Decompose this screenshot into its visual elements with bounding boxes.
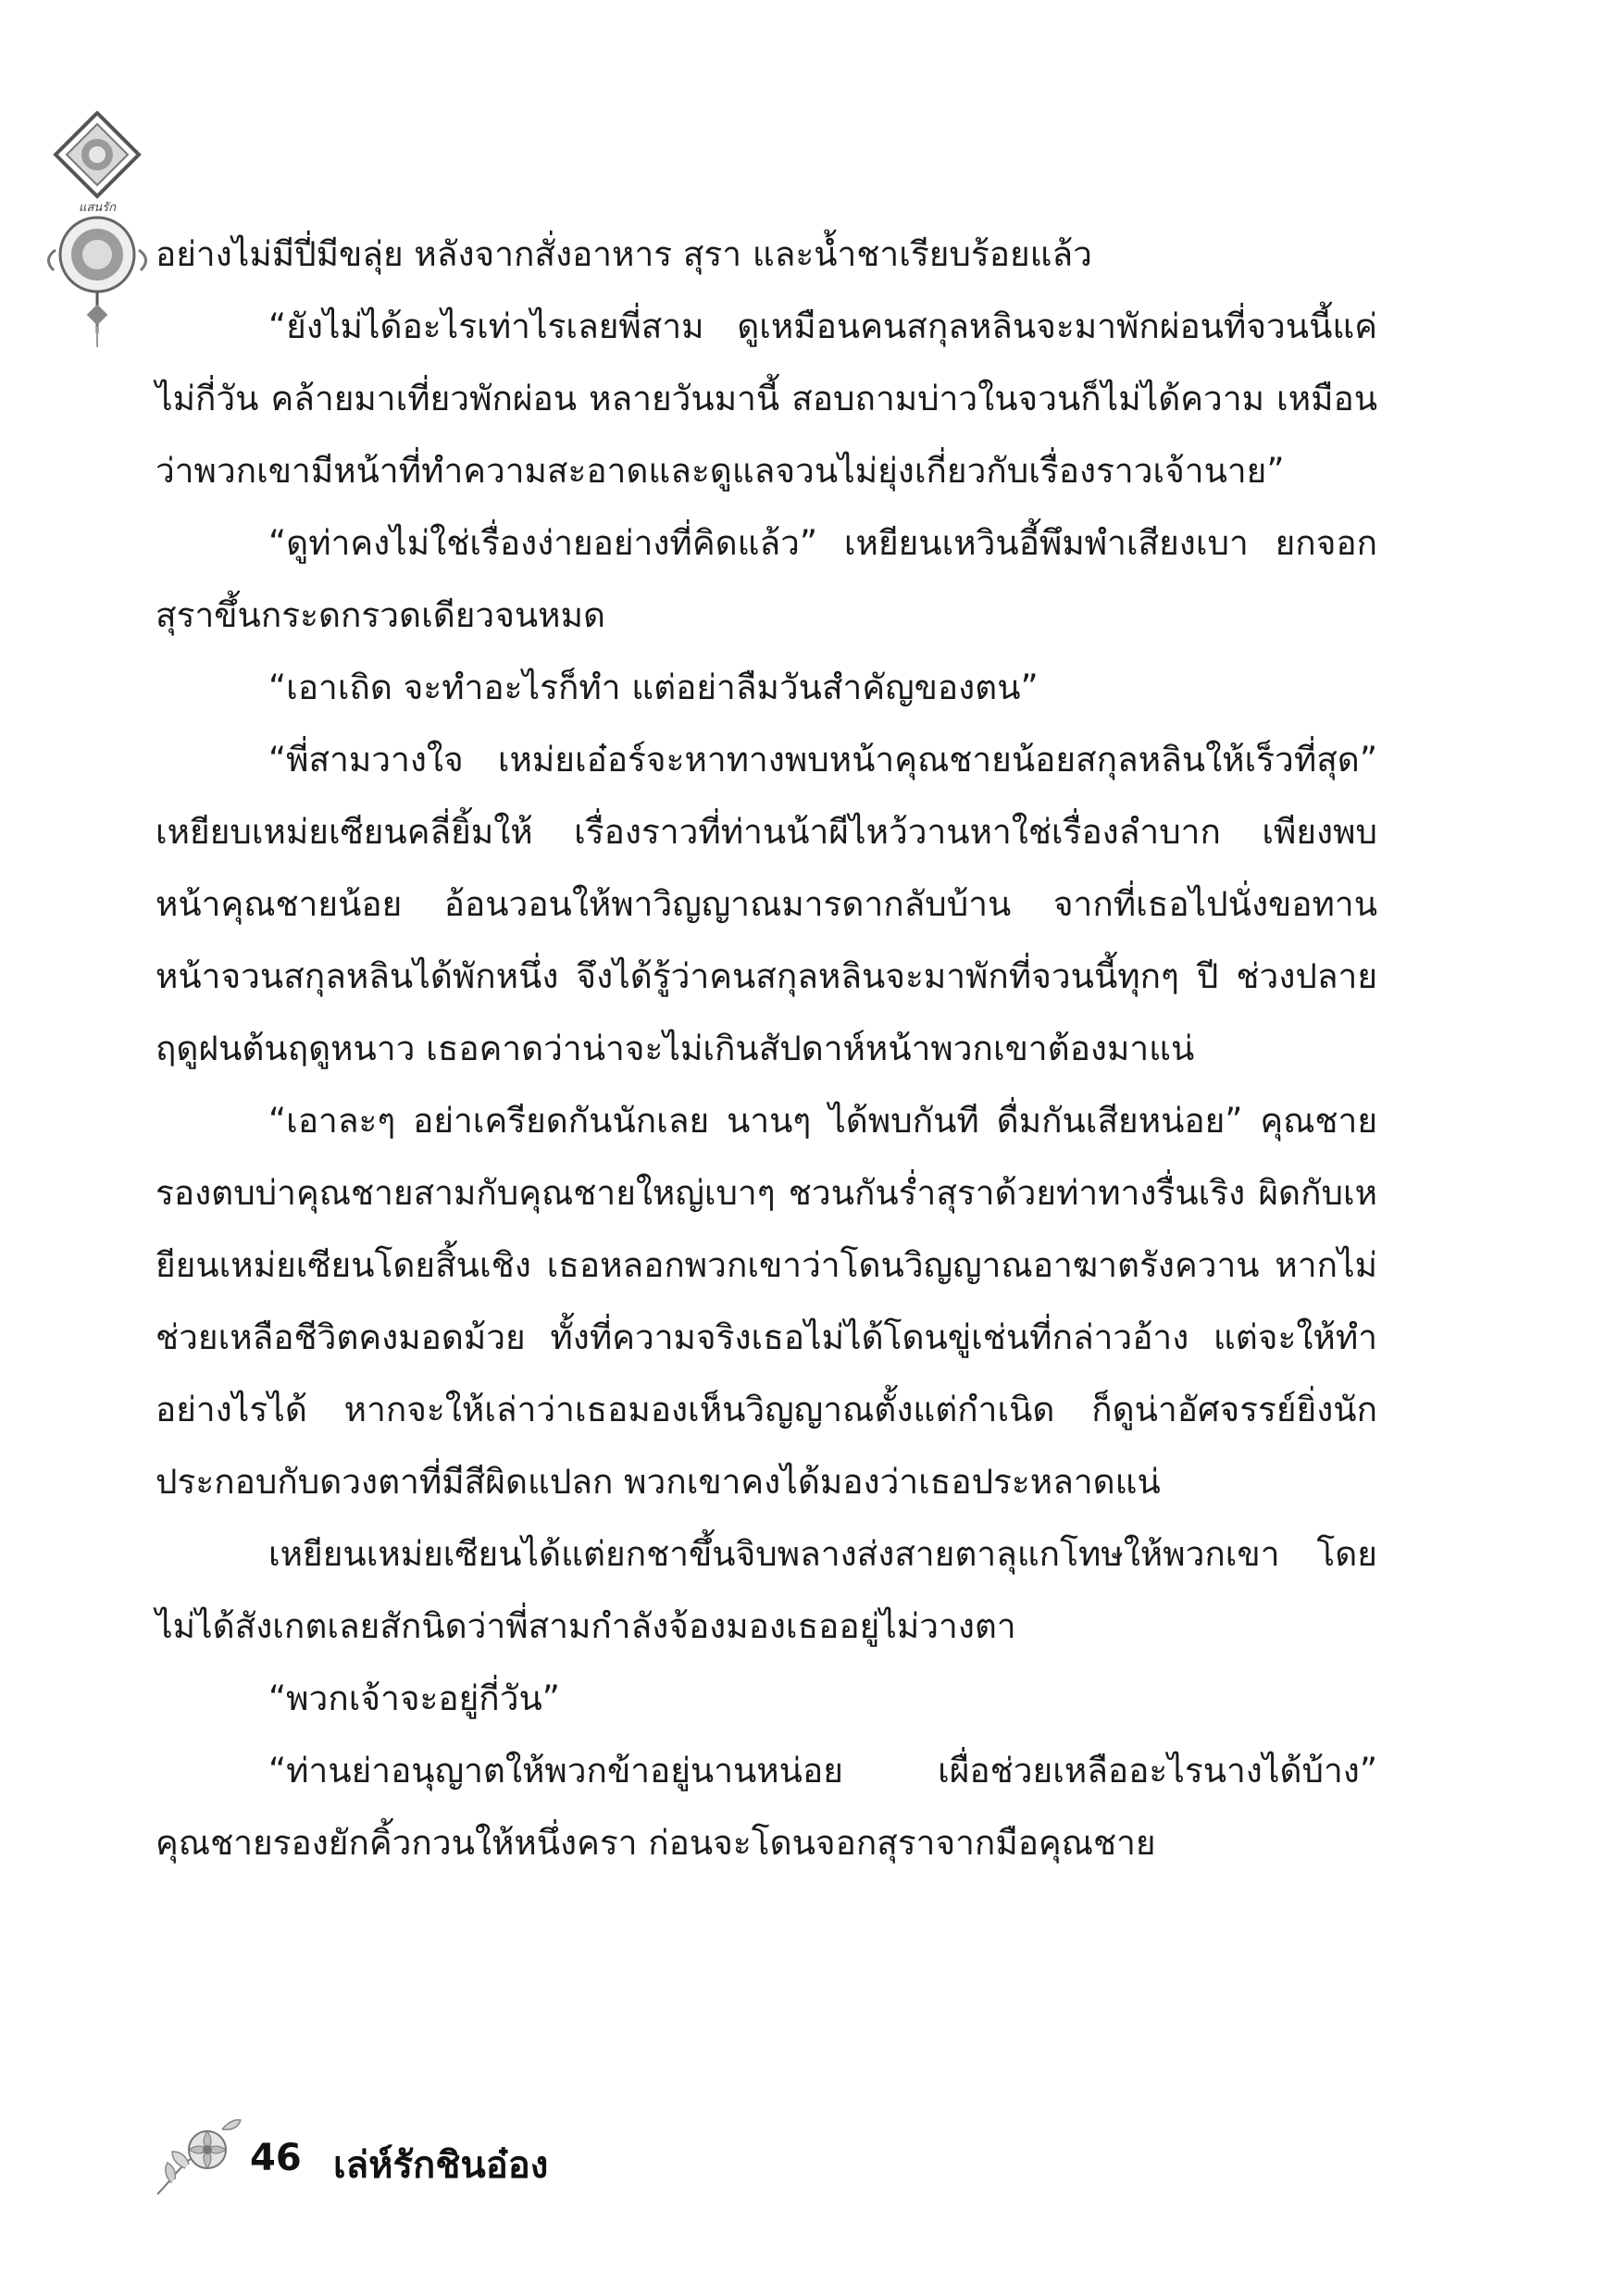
paragraph-9: “ท่านย่าอนุญาตให้พวกข้าอยู่นานหน่อย เผื่อช่วยเหลืออะไรนางได้บ้าง” คุณชายรองยักคิ้วกวนให้หนึ่งครา ก่อนจะโดนจอกสุราจากมือคุณชาย [156,1751,1377,1863]
paragraph-3: “ดูท่าคงไม่ใช่เรื่องง่ายอย่างที่คิดแล้ว” เหยียนเหวินอี้พึมพำเสียงเบา ยกจอกสุราขึ้นกระดกรวดเดียวจนหมด [156,523,1377,635]
paragraph-5: “พี่สามวางใจ เหม่ยเอ๋อร์จะหาทางพบหน้าคุณชายน้อยสกุลหลินให้เร็วที่สุด” เหยียบเหม่ยเซียนคลี่ยิ้มให้ เรื่องราวที่ท่านน้าผีไหว้วานหาใช่เรื่องลำบาก เพียงพบหน้าคุณชายน้อย อ้อนวอนให้พาวิญญาณมารดากลับบ้าน จากที่เธอไปนั่งขอทานหน้าจวนสกุลหลินได้พักหนึ่ง จึงได้รู้ว่าคนสกุลหลินจะมาพักที่จวนนี้ทุกๆ ปี ช่วงปลายฤดูฝนต้นฤดูหนาว เธอคาดว่าน่าจะไม่เกินสัปดาห์หน้าพวกเขาต้องมาแน่ [156,740,1377,1068]
paragraph-8: “พวกเจ้าจะอยู่กี่วัน” [268,1678,560,1718]
ornament-label: แสนรัก [78,201,117,215]
paragraph-4: “เอาเถิด จะทำอะไรก็ทำ แต่อย่าลืมวันสำคัญของตน” [268,668,1039,707]
paragraph-7: เหยียนเหม่ยเซียนได้แต่ยกชาขึ้นจิบพลางส่งสายตาลุแกโทษให้พวกเขา โดยไม่ได้สังเกตเลยสักนิดว่าพี่สามกำลังจ้องมองเธออยู่ไม่วางตา [156,1534,1377,1646]
paragraph-1: อย่างไม่มีปี่มีขลุ่ย หลังจากสั่งอาหาร สุรา และน้ำชาเรียบร้อยแล้ว [156,234,1092,274]
paragraph-6: “เอาละๆ อย่าเครียดกันนักเลย นานๆ ได้พบกันที ดื่มกันเสียหน่อย” คุณชายรองตบบ่าคุณชายสามกับคุณชายใหญ่เบาๆ ชวนกันร่ำสุราด้วยท่าทางรื่นเริง ผิดกับเหยียนเหม่ยเซียนโดยสิ้นเชิง เธอหลอกพวกเขาว่าโดนวิญญาณอาฆาตรังควาน หากไม่ช่วยเหลือชีวิตคงมอดม้วย ทั้งที่ความจริงเธอไม่ได้โดนขู่เช่นที่กล่าวอ้าง แต่จะให้ทำอย่างไรได้ หากจะให้เล่าว่าเธอมองเห็นวิญญาณตั้งแต่กำเนิด ก็ดูน่าอัศจรรย์ยิ่งนัก ประกอบกับดวงตาที่มีสีผิดแปลก พวกเขาคงได้มองว่าเธอประหลาดแน่ [156,1101,1377,1502]
flower-sketch-icon [148,2102,259,2213]
book-title: เล่ห์รักชินอ๋อง [333,2144,549,2187]
body-text [156,218,1377,1879]
page-footer [148,2102,796,2213]
paragraph-2: “ยังไม่ได้อะไรเท่าไรเลยพี่สาม ดูเหมือนคนสกุลหลินจะมาพักผ่อนที่จวนนี้แค่ไม่กี่วัน คล้ายมาเที่ยวพักผ่อน หลายวันมานี้ สอบถามบ่าวในจวนก็ไม่ได้ความ เหมือนว่าพวกเขามีหน้าที่ทำความสะอาดและดูแลจวนไม่ยุ่งเกี่ยวกับเรื่องราวเจ้านาย” [156,306,1377,491]
diamond-medallion-ornament-icon [37,111,157,352]
page-number: 46 [250,2137,302,2179]
